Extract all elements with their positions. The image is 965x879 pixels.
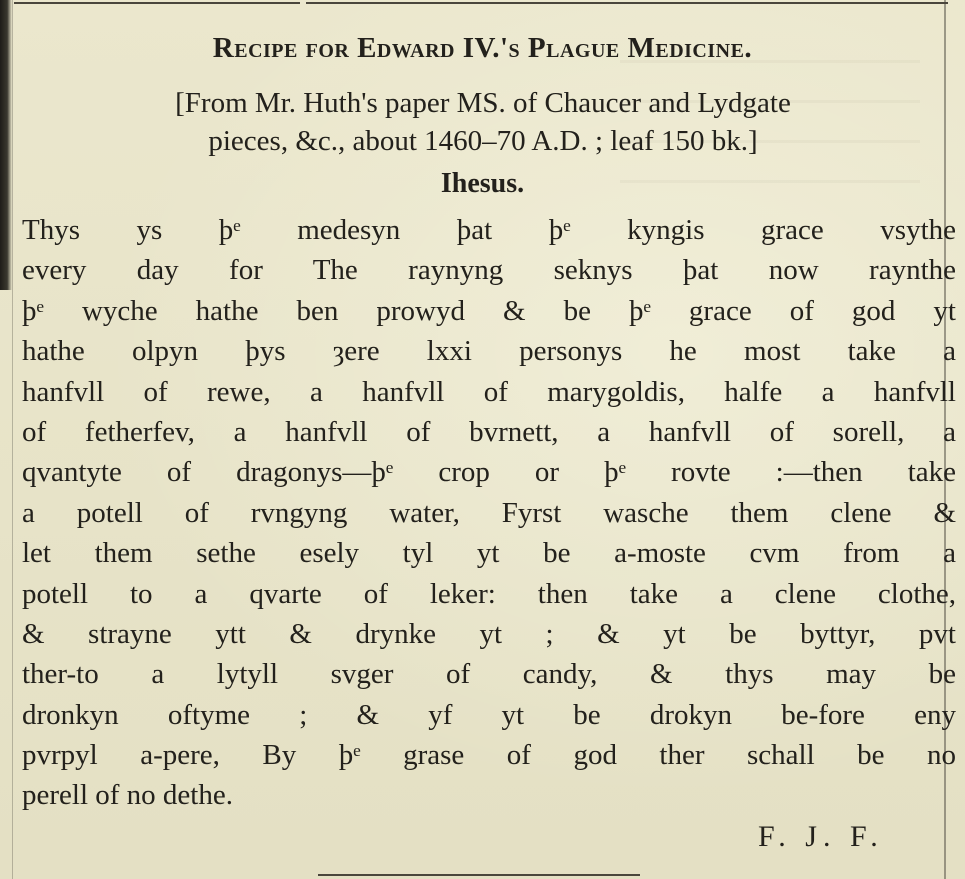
body-line: dronkyn oftyme ; & yf yt be drokyn be-fore eny xyxy=(22,698,956,731)
body-line: pvrpyl a-pere, By þᵉ grase of god ther schall be no xyxy=(22,739,956,772)
top-rule-left xyxy=(14,2,300,4)
body-line: ther-to a lytyll svger of candy, & thys may be xyxy=(22,658,956,691)
bottom-rule xyxy=(318,874,640,876)
body-line: Thys ys þᵉ medesyn þat þᵉ kyngis grace vsythe xyxy=(22,214,956,246)
body-line-last: perell of no dethe. xyxy=(22,779,233,812)
article-title: Recipe for Edward IV.'s Plague Medicine. xyxy=(212,32,753,64)
author-signature: F. J. F. xyxy=(758,820,884,853)
column-rule-left xyxy=(12,0,13,879)
top-rule-right xyxy=(306,2,948,4)
body-line: let them sethe esely tyl yt be a-moste cvm from a xyxy=(22,537,956,570)
body-line: a potell of rvngyng water, Fyrst wasche them clene & xyxy=(22,496,956,529)
body-line: hanfvll of rewe, a hanfvll of marygoldis, halfe a hanfvll xyxy=(22,375,956,408)
body-line: every day for The raynyng seknys þat now raynthe xyxy=(22,254,956,287)
body-line: of fetherfev, a hanfvll of bvrnett, a hanfvll of sorell, a xyxy=(22,415,956,448)
body-line: & strayne ytt & drynke yt ; & yt be byttyr, pvt xyxy=(22,617,956,650)
section-heading: Ihesus. xyxy=(440,168,525,199)
source-note xyxy=(18,84,948,160)
recipe-body xyxy=(22,210,956,816)
source-note-line-2: pieces, &c., about 1460–70 A.D. ; leaf 150 bk.] xyxy=(208,125,758,157)
source-note-line-1: [From Mr. Huth's paper MS. of Chaucer and Lydgate xyxy=(175,87,791,119)
body-line: hathe olpyn þys ȝere lxxi personys he most take a xyxy=(22,335,956,368)
body-line: qvantyte of dragonys—þᵉ crop or þᵉ rovte :—then take xyxy=(22,456,956,489)
body-line: þᵉ wyche hathe ben prowyd & be þᵉ grace of god yt xyxy=(22,294,956,327)
body-line: potell to a qvarte of leker: then take a clene clothe, xyxy=(22,577,956,610)
